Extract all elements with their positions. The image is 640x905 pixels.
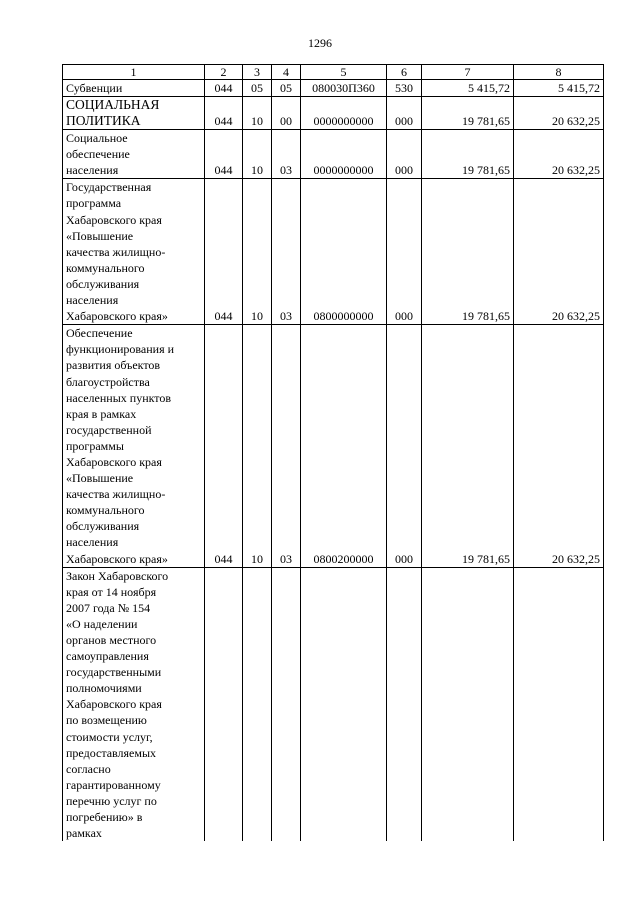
column-header-3: 3 bbox=[243, 65, 272, 80]
page-number: 1296 bbox=[308, 36, 332, 50]
cell-subsection: 03 bbox=[272, 130, 301, 179]
cell-amount-col8: 20 632,25 bbox=[514, 179, 604, 325]
cell-target-article: 0000000000 bbox=[301, 130, 387, 179]
cell-subsection: 00 bbox=[272, 97, 301, 130]
column-header-1: 1 bbox=[63, 65, 205, 80]
cell-ministry-code: 044 bbox=[205, 325, 243, 567]
cell-ministry-code: 044 bbox=[205, 179, 243, 325]
cell-section: 10 bbox=[243, 130, 272, 179]
cell-amount-col8: 5 415,72 bbox=[514, 80, 604, 97]
cell-expense-type: 000 bbox=[387, 325, 422, 567]
cell-amount-col7: 19 781,65 bbox=[422, 130, 514, 179]
table-row bbox=[63, 97, 604, 130]
cell-amount-col7: 19 781,65 bbox=[422, 97, 514, 130]
column-header-4: 4 bbox=[272, 65, 301, 80]
cell-amount-col8: 20 632,25 bbox=[514, 97, 604, 130]
column-header-2: 2 bbox=[205, 65, 243, 80]
table-row bbox=[63, 567, 604, 841]
cell-amount-col8: 20 632,25 bbox=[514, 130, 604, 179]
row-name: Субвенции bbox=[63, 80, 205, 97]
row-name: СОЦИАЛЬНАЯ ПОЛИТИКА bbox=[63, 97, 205, 130]
cell-section bbox=[243, 567, 272, 841]
cell-amount-col7: 19 781,65 bbox=[422, 325, 514, 567]
cell-ministry-code: 044 bbox=[205, 97, 243, 130]
cell-target-article bbox=[301, 567, 387, 841]
column-header-8: 8 bbox=[514, 65, 604, 80]
cell-subsection: 03 bbox=[272, 179, 301, 325]
row-name: Обеспечение функционирования и развития объектов благоустройства населенных пунктов края в рамках государственной программы Хабаровского края «Повышение качества жилищно- коммунального обслуживания населения Хабаровского края» bbox=[63, 325, 205, 567]
cell-subsection: 05 bbox=[272, 80, 301, 97]
cell-ministry-code: 044 bbox=[205, 80, 243, 97]
cell-section: 05 bbox=[243, 80, 272, 97]
table-row bbox=[63, 130, 604, 179]
cell-target-article: 0800000000 bbox=[301, 179, 387, 325]
cell-ministry-code: 044 bbox=[205, 130, 243, 179]
cell-amount-col8: 20 632,25 bbox=[514, 325, 604, 567]
table-row bbox=[63, 80, 604, 97]
row-name: Социальное обеспечение населения bbox=[63, 130, 205, 179]
cell-expense-type: 000 bbox=[387, 97, 422, 130]
cell-amount-col7: 19 781,65 bbox=[422, 179, 514, 325]
cell-amount-col8 bbox=[514, 567, 604, 841]
column-header-6: 6 bbox=[387, 65, 422, 80]
column-header-5: 5 bbox=[301, 65, 387, 80]
header-row bbox=[63, 65, 604, 80]
cell-expense-type: 530 bbox=[387, 80, 422, 97]
cell-amount-col7: 5 415,72 bbox=[422, 80, 514, 97]
cell-target-article: 0000000000 bbox=[301, 97, 387, 130]
cell-ministry-code bbox=[205, 567, 243, 841]
cell-section: 10 bbox=[243, 179, 272, 325]
row-name: Закон Хабаровского края от 14 ноября 2007 года № 154 «О наделении органов местного самоуправления государственными полномочиями Хабаровского края по возмещению стоимости услуг, предоставляемых согласно гарантированному перечню услуг по погребению» в рамках bbox=[63, 567, 205, 841]
cell-expense-type bbox=[387, 567, 422, 841]
cell-subsection: 03 bbox=[272, 325, 301, 567]
cell-amount-col7 bbox=[422, 567, 514, 841]
cell-section: 10 bbox=[243, 97, 272, 130]
column-header-7: 7 bbox=[422, 65, 514, 80]
budget-table bbox=[62, 64, 604, 841]
cell-target-article: 0800200000 bbox=[301, 325, 387, 567]
cell-section: 10 bbox=[243, 325, 272, 567]
cell-expense-type: 000 bbox=[387, 179, 422, 325]
table-row bbox=[63, 179, 604, 325]
table-row bbox=[63, 325, 604, 567]
cell-expense-type: 000 bbox=[387, 130, 422, 179]
cell-subsection bbox=[272, 567, 301, 841]
cell-target-article: 080030П360 bbox=[301, 80, 387, 97]
row-name: Государственная программа Хабаровского края «Повышение качества жилищно- коммунального обслуживания населения Хабаровского края» bbox=[63, 179, 205, 325]
